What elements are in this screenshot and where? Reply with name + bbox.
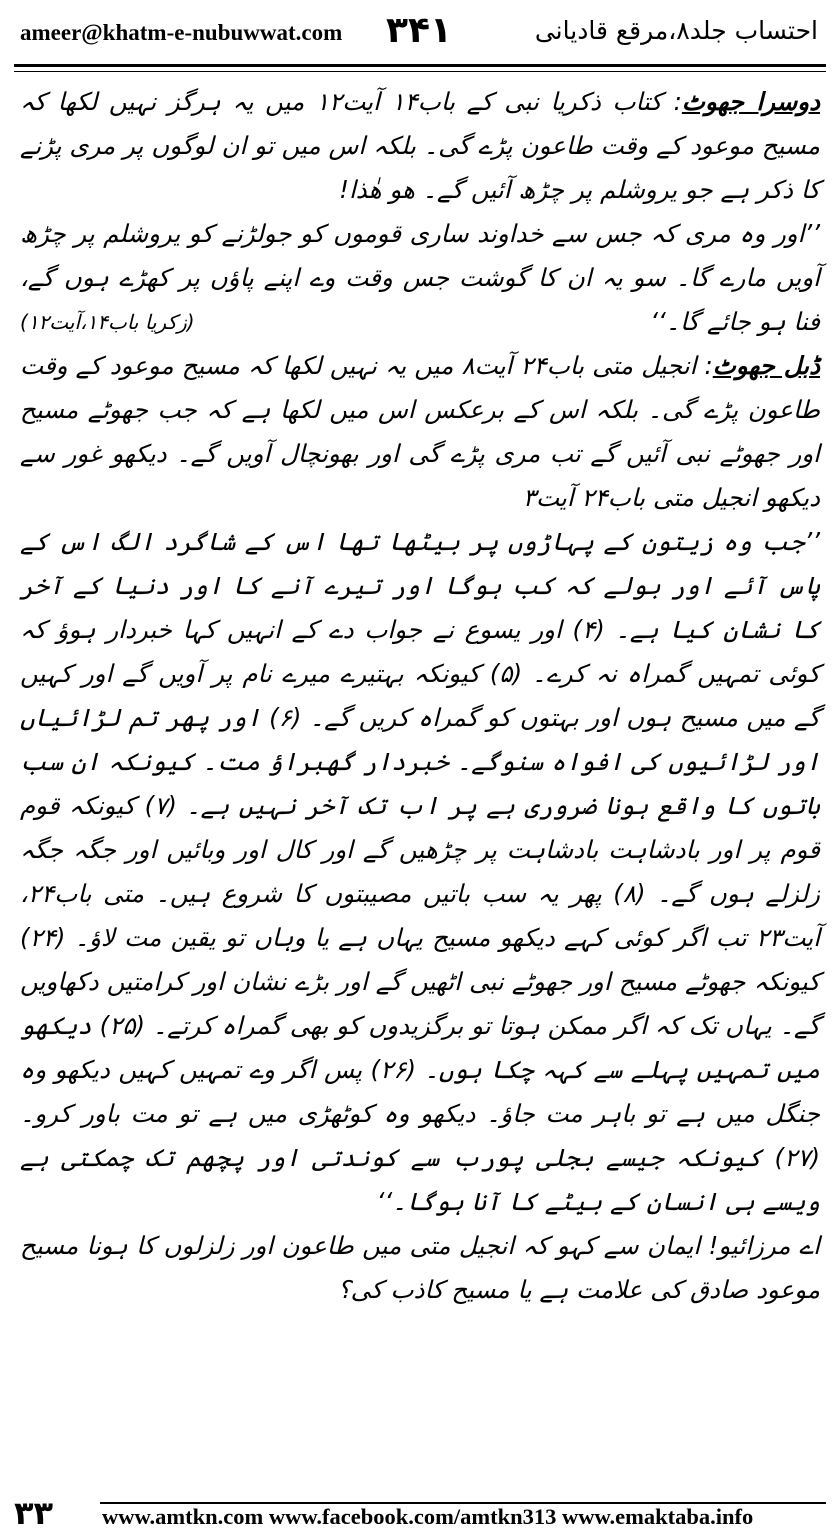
quote-matthew-text: ’’جب وہ زیتون کے پہاڑوں پر بیٹھا تھا اس کے شاگرد الگ اس کے پاس آئے اور بولے کہ کب ہوگا اور تیرے آنے کا اور دنیا کے آخر کا نشان کیا ہے۔ (۴) اور یسوع نے جواب دے کے انہیں کہا خبردار ہوؤ کہ کوئی تمہیں گمراہ نہ کرے۔ (۵) کیونکہ بہتیرے میرے نام پر آویں گے اور کہیں گے میں مسیح ہوں اور بہتوں کو گمراہ کریں گے۔ (۶) اور پھر تم لڑائیاں اور لڑائیوں کی افواہ سنوگے۔ خبردار گھبراؤ مت۔ کیونکہ ان سب باتوں کا واقع ہونا ضروری ہے پر اب تک آخر نہیں ہے۔ (۷) کیونکہ قوم قوم پر اور بادشاہت بادشاہت پر چڑھیں گے اور کال اور وبائیں اور جگہ جگہ زلزلے ہوں گے۔ (۸) پھر یہ سب باتیں مصیبتوں کا شروع ہیں۔ متی باب۲۴، آیت۲۳ تب اگر کوئی کہے دیکھو مسیح یہاں ہے یا وہاں تو یقین مت لاؤ۔ (۲۴) کیونکہ جھوٹے مسیح اور جھوٹے نبی اٹھیں گے اور بڑے نشان اور کرامتیں دکھاویں گے۔ یہاں تک کہ اگر ممکن ہوتا تو برگزیدوں کو بھی گمراہ کرتے۔ (۲۵) دیکھو میں تمہیں پہلے سے کہہ چکا ہوں۔ (۲۶) پس اگر وے تمہیں کہیں دیکھو وہ جنگل میں ہے تو باہر مت جاؤ۔ دیکھو وہ کوٹھڑی میں ہے تو مت باور کرو۔ (۲۷) کیونکہ جیسے بجلی پورب سے کوندتی اور پچھم تک چمکتی ہے ویسے ہی انسان کے بیٹے کا آنا ہوگا۔‘‘ bbox=[20, 527, 820, 1216]
paragraph-second-lie bbox=[20, 80, 820, 212]
heading-double-lie: ڈبل جھوٹ bbox=[712, 351, 820, 380]
double-lie-text: : انجیل متی باب۲۴ آیت۸ میں یہ نہیں لکھا کہ مسیح موعود کے وقت طاعون پڑے گی۔ بلکہ اس کے برعکس اس میں لکھا ہے کہ جب جھوٹے مسیح اور جھوٹے نبی آئیں گے تب مری پڑے گی اور بھونچال آویں گے۔ دیکھو غور سے دیکھو انجیل متی باب۲۴ آیت۳ bbox=[20, 351, 820, 512]
footer-page-number: ۳۳ bbox=[14, 1494, 54, 1532]
header-email: ameer@khatm-e-nubuwwat.com bbox=[20, 20, 343, 45]
closing-paragraph bbox=[20, 1224, 820, 1312]
quote-matthew bbox=[20, 520, 820, 1224]
quote-zechariah-reference: (زکریا باب۱۴،آیت۱۲) bbox=[20, 310, 195, 334]
second-lie-text: : کتاب ذکریا نبی کے باب۱۴ آیت۱۲ میں یہ ہرگز نہیں لکھا کہ مسیح موعود کے وقت طاعون پڑے گی۔ بلکہ اس میں تو ان لوگوں پر مری پڑنے کا ذکر ہے جو یروشلم پر چڑھ آئیں گے۔ ھو ھٰذا! bbox=[20, 87, 820, 204]
page-header bbox=[0, 0, 840, 78]
page-body bbox=[20, 80, 820, 1312]
quote-zechariah bbox=[20, 212, 820, 344]
header-book-title: احتساب جلد۸،مرقع قادیانی bbox=[534, 16, 818, 45]
heading-second-lie: دوسرا جھوٹ bbox=[681, 87, 820, 116]
paragraph-double-lie bbox=[20, 344, 820, 520]
header-rule bbox=[14, 64, 826, 72]
header-page-number: ۳۴۱ bbox=[386, 10, 452, 51]
footer-links: www.amtkn.com www.facebook.com/amtkn313 www.emaktaba.info bbox=[102, 1504, 754, 1529]
page-footer bbox=[0, 1492, 840, 1540]
quote-zechariah-text: ’’اور وہ مری کہ جس سے خداوند ساری قوموں کو جولڑنے کو یروشلم پر چڑھ آویں مارے گا۔ سو یہ ان کا گوشت جس وقت وے اپنے پاؤں پر کھڑے ہوں گے، فنا ہو جائے گا۔‘‘ bbox=[20, 219, 820, 336]
closing-text: اے مرزائیو! ایمان سے کہو کہ انجیل متی میں طاعون اور زلزلوں کا ہونا مسیح موعود صادق کی علامت ہے یا مسیح کاذب کی؟ bbox=[20, 1231, 820, 1304]
